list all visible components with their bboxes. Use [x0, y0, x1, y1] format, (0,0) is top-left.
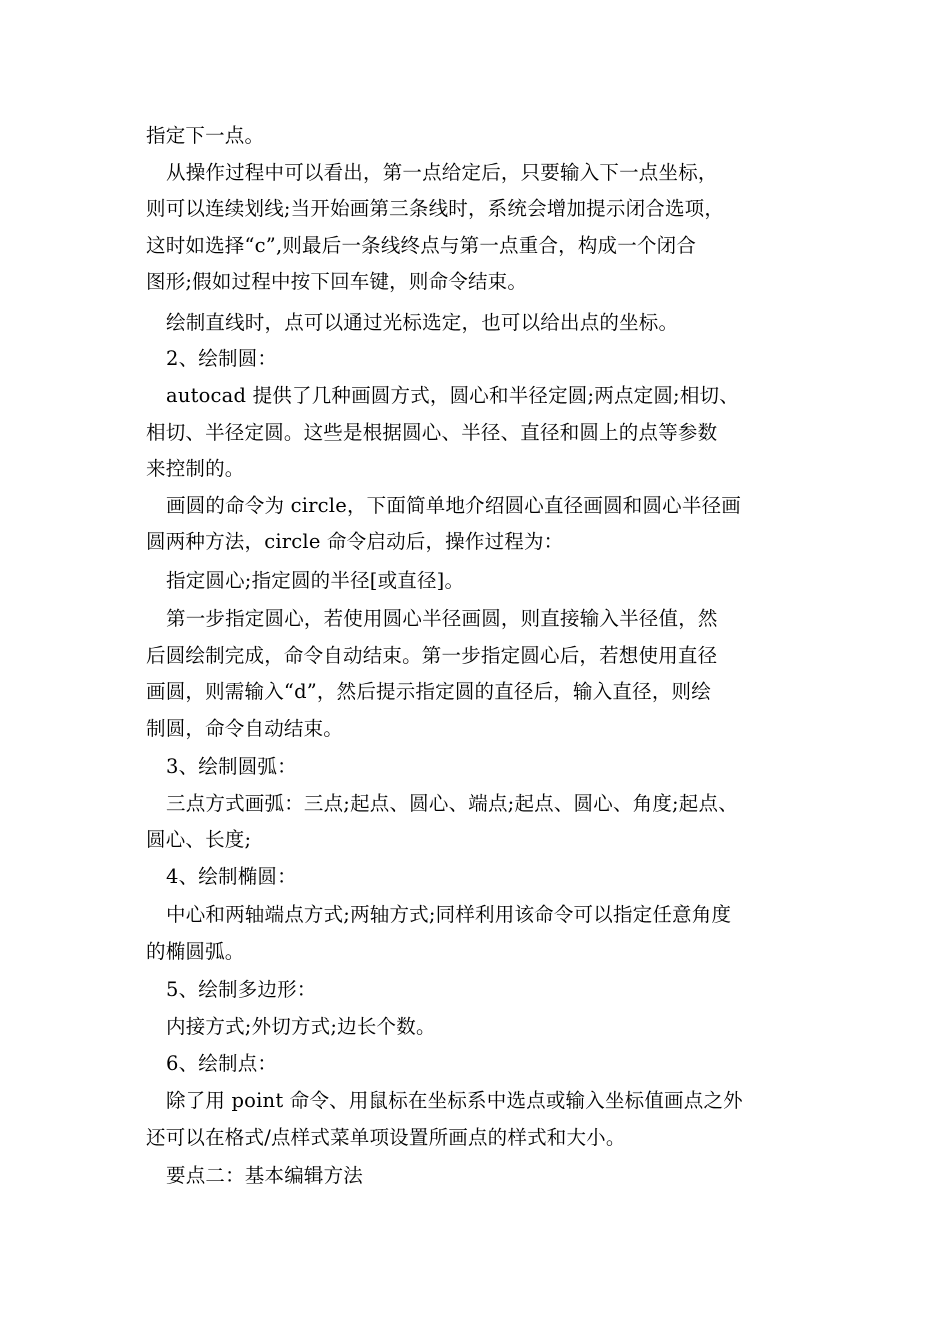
text-line: 的椭圆弧。	[146, 940, 245, 963]
text-line: 后圆绘制完成，命令自动结束。第一步指定圆心后，若想使用直径	[146, 644, 718, 667]
text-line: 三点方式画弧：三点;起点、圆心、端点;起点、圆心、角度;起点、	[166, 792, 738, 815]
text-line: 还可以在格式/点样式菜单项设置所画点的样式和大小。	[146, 1126, 626, 1149]
text-line: 画圆的命令为 circle，下面简单地介绍圆心直径画圆和圆心半径画	[166, 494, 741, 517]
text-line: 圆两种方法，circle 命令启动后，操作过程为：	[146, 530, 564, 553]
text-line: 内接方式;外切方式;边长个数。	[166, 1015, 436, 1038]
section-heading: 6、绘制点：	[166, 1052, 278, 1075]
section-heading: 4、绘制椭圆：	[166, 865, 297, 888]
text-line: 相切、半径定圆。这些是根据圆心、半径、直径和圆上的点等参数	[146, 421, 718, 444]
text-line: 这时如选择“c”,则最后一条线终点与第一点重合，构成一个闭合	[146, 234, 697, 257]
text-line: 中心和两轴端点方式;两轴方式;同样利用该命令可以指定任意角度	[166, 903, 732, 926]
text-line: 来控制的。	[146, 457, 245, 480]
text-line: 指定下一点。	[146, 124, 265, 147]
text-line: 第一步指定圆心，若使用圆心半径画圆，则直接输入半径值，然	[166, 607, 718, 630]
text-line: 则可以连续划线;当开始画第三条线时，系统会增加提示闭合选项，	[146, 197, 725, 220]
text-line: 图形;假如过程中按下回车键，则命令结束。	[146, 270, 528, 293]
section-heading: 5、绘制多边形：	[166, 978, 317, 1001]
text-line: 圆心、长度;	[146, 828, 252, 851]
text-line: 从操作过程中可以看出，第一点给定后，只要输入下一点坐标，	[166, 161, 718, 184]
text-line: 指定圆心;指定圆的半径[或直径]。	[166, 569, 465, 592]
text-line: 画圆，则需输入“d”，然后提示指定圆的直径后，输入直径，则绘	[146, 680, 711, 703]
text-line: 制圆，命令自动结束。	[146, 717, 344, 740]
text-line: autocad 提供了几种画圆方式，圆心和半径定圆;两点定圆;相切、	[166, 384, 739, 407]
section-heading: 3、绘制圆弧：	[166, 755, 297, 778]
text-line: 除了用 point 命令、用鼠标在坐标系中选点或输入坐标值画点之外	[166, 1089, 743, 1112]
text-line: 绘制直线时，点可以通过光标选定，也可以给出点的坐标。	[166, 311, 679, 334]
section-heading: 2、绘制圆：	[166, 347, 278, 370]
section-heading: 要点二：基本编辑方法	[166, 1164, 364, 1187]
